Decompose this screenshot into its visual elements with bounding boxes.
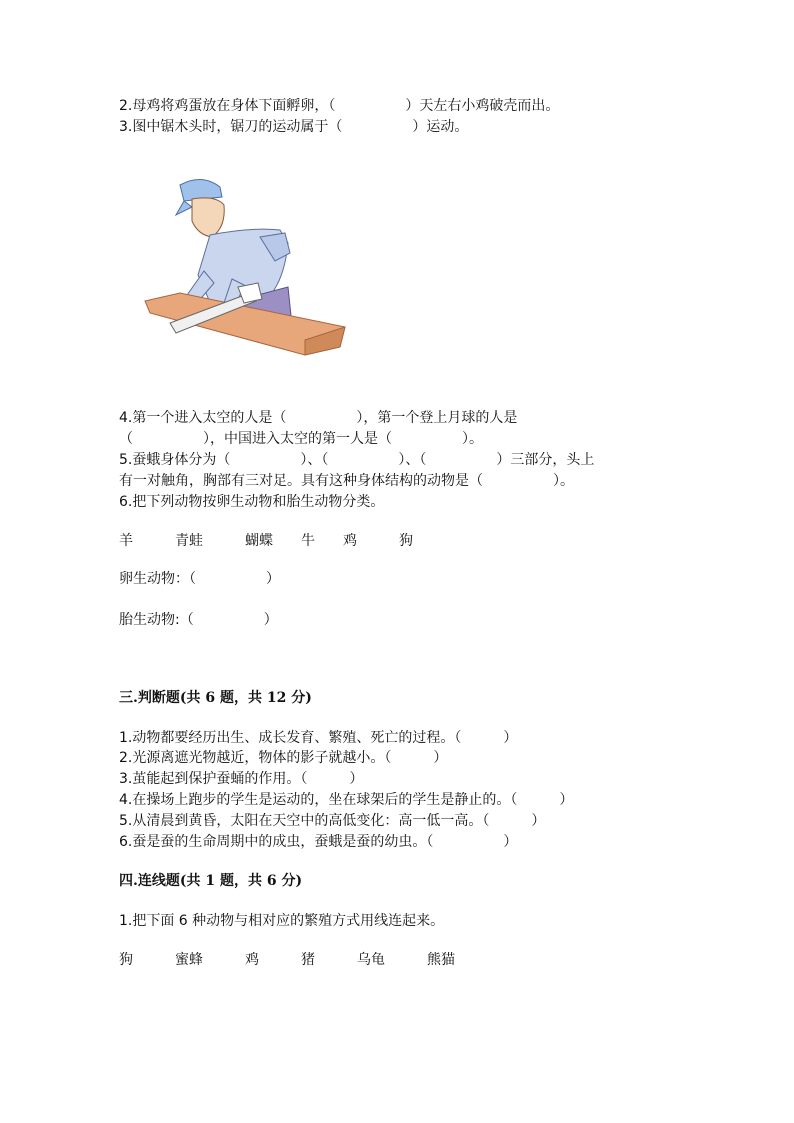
viviparous-blank: 胎生动物:（ ）: [119, 612, 278, 628]
judge-item-4: 4.在操场上跑步的学生是运动的，坐在球架后的学生是静止的。（ ）: [119, 792, 574, 808]
question-5-line-2: 有一对触角，胸部有三对足。具有这种身体结构的动物是（ ）。: [119, 473, 574, 489]
question-4-line-2: （ ），中国进入太空的第一人是（ ）。: [119, 431, 483, 447]
judge-item-6: 6.蚕是蚕的生命周期中的成虫，蚕蛾是蚕的幼虫。（ ）: [119, 834, 518, 850]
question-6: 6.把下列动物按卵生动物和胎生动物分类。: [119, 494, 385, 510]
section-4-title: 四.连线题(共 1 题，共 6 分): [119, 873, 303, 889]
animal-list-1: 羊 青蛙 蝴蝶 牛 鸡 狗: [119, 533, 413, 549]
judge-item-3: 3.茧能起到保护蚕蛹的作用。（ ）: [119, 771, 364, 787]
judge-item-1: 1.动物都要经历出生、成长发育、繁殖、死亡的过程。（ ）: [119, 730, 518, 746]
question-4-line-1: 4.第一个进入太空的人是（ ），第一个登上月球的人是: [119, 410, 518, 426]
oviparous-blank: 卵生动物：（ ）: [119, 571, 280, 587]
question-2: 2.母鸡将鸡蛋放在身体下面孵卵，（ ）天左右小鸡破壳而出。: [119, 98, 560, 114]
animal-list-2: 狗 蜜蜂 鸡 猪 乌龟 熊猫: [119, 952, 455, 968]
section-3-title: 三.判断题(共 6 题，共 12 分): [119, 690, 312, 706]
question-3: 3.图中锯木头时，锯刀的运动属于（ ）运动。: [119, 119, 469, 135]
man-sawing-wood-illustration: [140, 175, 350, 370]
judge-item-2: 2.光源离遮光物越近，物体的影子就越小。（ ）: [119, 750, 448, 766]
match-question-1: 1.把下面 6 种动物与相对应的繁殖方式用线连起来。: [119, 913, 445, 929]
judge-item-5: 5.从清晨到黄昏，太阳在天空中的高低变化：高一低一高。（ ）: [119, 813, 546, 829]
question-5-line-1: 5.蚕蛾身体分为（ ）、（ ）、（ ）三部分，头上: [119, 452, 595, 468]
